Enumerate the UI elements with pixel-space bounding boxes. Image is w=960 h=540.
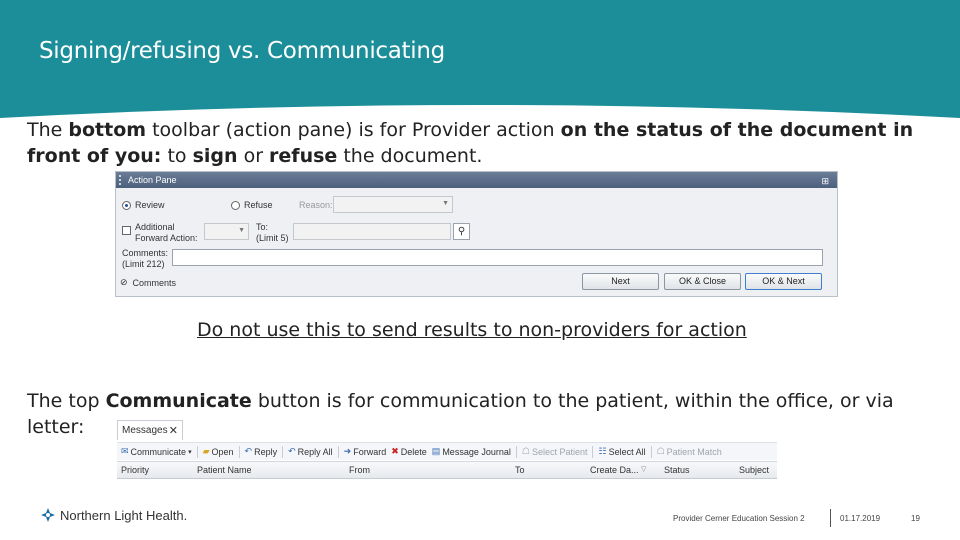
- column-patient-name[interactable]: Patient Name: [197, 465, 252, 475]
- ok-close-button[interactable]: OK & Close: [664, 273, 741, 290]
- column-create-date[interactable]: Create Da...: [590, 465, 639, 475]
- select-all-icon: ☷: [598, 446, 607, 456]
- messages-column-header: [117, 461, 777, 479]
- action-pane-titlebar: [116, 172, 837, 188]
- message-journal-button[interactable]: ▤ Message Journal: [431, 446, 511, 457]
- forward-icon: ➜: [343, 446, 352, 456]
- footer-divider: [830, 509, 831, 527]
- folder-icon: ▰: [202, 446, 210, 456]
- messages-tab-label: Messages: [122, 425, 168, 436]
- next-button[interactable]: Next: [582, 273, 659, 290]
- refuse-label: Refuse: [244, 200, 273, 210]
- slide-title: Signing/refusing vs. Communicating: [39, 38, 445, 64]
- column-status[interactable]: Status: [664, 465, 690, 475]
- logo-icon: [40, 507, 56, 523]
- chevron-down-icon: ▾: [188, 448, 192, 456]
- patient-match-icon: ☖: [656, 446, 665, 456]
- action-pane: [115, 171, 838, 297]
- chevron-down-icon: ▼: [238, 227, 245, 234]
- toolbar-divider: [239, 446, 240, 458]
- forward-action-label: Forward Action:: [135, 233, 198, 243]
- communicate-icon: ✉: [121, 446, 129, 456]
- delete-icon: ✖: [391, 446, 399, 456]
- reply-all-icon: ↶: [288, 446, 296, 456]
- footer-logo: [40, 507, 187, 523]
- warning-text: Do not use this to send results to non-providers for action: [197, 319, 747, 341]
- slide-header: [0, 0, 960, 120]
- footer-date: 01.17.2019: [840, 514, 881, 523]
- ok-next-button[interactable]: OK & Next: [745, 273, 822, 290]
- forward-button[interactable]: ➜ Forward: [343, 446, 387, 457]
- comments-toggle-label: Comments: [132, 277, 177, 288]
- patient-match-button[interactable]: ☖ Patient Match: [656, 446, 722, 457]
- pin-icon[interactable]: ⊞: [821, 176, 829, 186]
- additional-forward-checkbox[interactable]: [122, 222, 198, 244]
- select-all-button[interactable]: ☷ Select All: [598, 446, 646, 457]
- to-input[interactable]: [293, 223, 451, 240]
- refuse-radio[interactable]: [231, 200, 273, 210]
- select-patient-button[interactable]: ☖ Select Patient: [521, 446, 588, 457]
- reply-button[interactable]: ↶ Reply: [244, 446, 278, 457]
- paperclip-icon: ⊘: [120, 277, 128, 287]
- radio-selected-icon: [122, 201, 131, 210]
- messages-panel: [117, 420, 777, 480]
- grip-icon: [119, 175, 123, 185]
- paragraph-sign-refuse: The bottom toolbar (action pane) is for Provider action on the status of the document in front of you: to sign or refuse the document.: [27, 119, 914, 167]
- open-button[interactable]: ▰ Open: [202, 446, 234, 457]
- reply-all-button[interactable]: ↶ Reply All: [288, 446, 333, 457]
- logo-text: Northern Light Health.: [60, 507, 188, 523]
- additional-label: Additional: [135, 222, 175, 232]
- communicate-button[interactable]: ✉ Communicate ▾: [121, 446, 192, 457]
- toolbar-divider: [651, 446, 652, 458]
- comments-label: Comments: (Limit 212): [122, 248, 169, 269]
- sort-icon: ▽: [641, 466, 647, 473]
- paragraph-communicate: The top Communicate button is for communication to the patient, within the office, or via letter:: [27, 390, 894, 438]
- reason-dropdown[interactable]: [333, 196, 453, 213]
- footer-session: Provider Cerner Education Session 2: [673, 514, 805, 523]
- toolbar-divider: [197, 446, 198, 458]
- chevron-down-icon: ▼: [442, 200, 449, 207]
- comments-toggle[interactable]: [120, 277, 176, 288]
- checkbox-icon: [122, 226, 131, 235]
- action-pane-title: Action Pane: [128, 175, 177, 185]
- column-from[interactable]: From: [349, 465, 370, 475]
- toolbar-divider: [338, 446, 339, 458]
- messages-tab[interactable]: [117, 420, 183, 440]
- journal-icon: ▤: [431, 446, 441, 456]
- radio-icon: [231, 201, 240, 210]
- reply-icon: ↶: [244, 446, 253, 456]
- comments-input[interactable]: [172, 249, 823, 266]
- review-label: Review: [135, 200, 165, 210]
- delete-button[interactable]: ✖ Delete: [391, 446, 427, 457]
- select-patient-icon: ☖: [521, 446, 530, 456]
- reason-label: Reason:: [299, 200, 333, 210]
- review-radio[interactable]: [122, 200, 165, 210]
- binoculars-icon[interactable]: ⚲: [453, 223, 470, 240]
- close-icon[interactable]: ✕: [168, 425, 178, 437]
- toolbar-divider: [516, 446, 517, 458]
- toolbar-divider: [282, 446, 283, 458]
- forward-action-dropdown[interactable]: [204, 223, 249, 240]
- to-label: To: (Limit 5): [256, 222, 289, 243]
- column-subject[interactable]: Subject: [739, 465, 770, 475]
- toolbar-divider: [592, 446, 593, 458]
- page-number: 19: [911, 514, 920, 523]
- messages-toolbar: [117, 442, 777, 460]
- column-to[interactable]: To: [515, 465, 525, 475]
- column-priority[interactable]: Priority: [121, 465, 150, 475]
